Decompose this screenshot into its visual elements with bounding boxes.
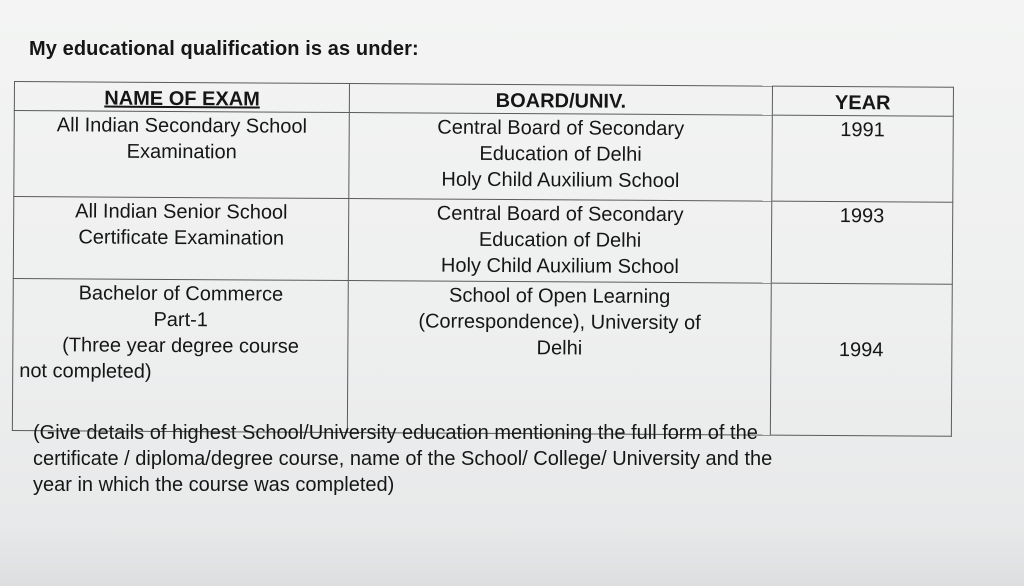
- exam-cell: [12, 278, 348, 432]
- exam-line: (Three year degree course: [62, 334, 300, 358]
- note-line: (Give details of highest School/University education mentioning the full form of the: [33, 422, 758, 444]
- board-cell: [349, 199, 772, 284]
- exam-cell: [14, 111, 350, 199]
- board-line: Holy Child Auxilium School: [441, 168, 680, 193]
- board-line: (Correspondence), University of: [418, 310, 701, 335]
- table-row: [12, 278, 952, 436]
- year-cell: 1993: [771, 201, 953, 284]
- exam-line: Certificate Examination: [78, 226, 285, 250]
- year-cell: 1991: [771, 115, 953, 202]
- instruction-note: [33, 420, 953, 498]
- qualification-table: [12, 81, 954, 437]
- exam-line: Bachelor of Commerce: [78, 282, 284, 306]
- year-cell: [770, 283, 952, 436]
- board-line: Delhi: [536, 337, 583, 360]
- exam-line: Examination: [126, 140, 237, 164]
- exam-line: All Indian Secondary School: [56, 114, 308, 138]
- exam-line: not completed): [19, 360, 152, 383]
- header-board-univ: BOARD/UNIV.: [350, 84, 772, 116]
- header-name-of-exam: NAME OF EXAM: [14, 82, 350, 113]
- paper-shadow: [0, 526, 1024, 586]
- table-row: [13, 197, 952, 285]
- board-line: Central Board of Secondary: [436, 202, 684, 227]
- board-cell: [349, 113, 772, 202]
- board-line: Central Board of Secondary: [437, 116, 685, 141]
- board-line: Education of Delhi: [479, 142, 642, 166]
- board-cell: [348, 281, 771, 436]
- exam-line: All Indian Senior School: [75, 200, 288, 224]
- exam-line: Part-1: [153, 308, 209, 332]
- note-line: year in which the course was completed): [33, 474, 395, 496]
- note-line: certificate / diploma/degree course, name of the School/ College/ University and the: [33, 448, 773, 470]
- board-line: Holy Child Auxilium School: [440, 254, 679, 279]
- header-year: YEAR: [772, 86, 954, 116]
- board-line: Education of Delhi: [478, 228, 642, 252]
- board-line: School of Open Learning: [448, 284, 671, 309]
- exam-cell: [13, 197, 349, 281]
- section-heading: My educational qualification is as under:: [29, 38, 419, 60]
- table-row: [14, 111, 954, 203]
- year-value: 1994: [838, 339, 884, 362]
